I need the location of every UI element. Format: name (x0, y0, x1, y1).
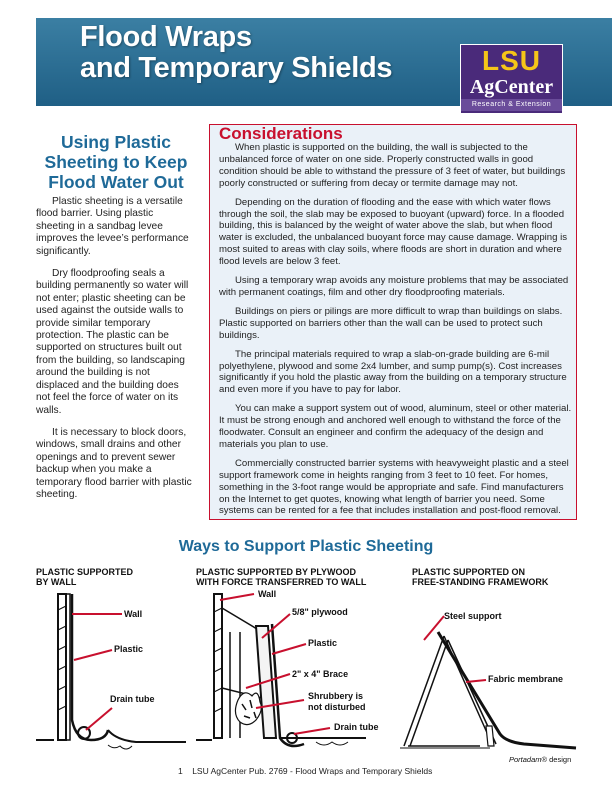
label-wall: Wall (124, 609, 143, 619)
plastic-sheet (72, 594, 108, 740)
considerations-paragraph: You can make a support system out of wood, aluminum, steel or other material. It must be strong enough and anchored well enough to withstand the force of the floodwater. Consult an engineer and confirm the adequacy of the design and materials you plan to use. (219, 403, 572, 450)
title-line-1: Flood Wraps (80, 21, 252, 53)
page-title (80, 22, 392, 84)
title-line-2: and Temporary Shields (80, 52, 393, 84)
drain-tube-leader (86, 708, 112, 730)
figure-2-title-line-1: PLASTIC SUPPORTED BY PLYWOOD (196, 567, 357, 577)
label-plastic-2: Plastic (308, 638, 338, 648)
plastic-leader (74, 650, 112, 660)
figure-2-title-line-2: WITH FORCE TRANSFERRED TO WALL (196, 577, 367, 587)
considerations-paragraph: Buildings on piers or pilings are more difficult to wrap than buildings on slabs. Plastic supported on barriers other than the wall can be used to protect such buildings. (219, 305, 563, 341)
footer-text: LSU AgCenter Pub. 2769 - Flood Wraps and Temporary Shields (192, 766, 433, 776)
left-column-text (36, 196, 192, 511)
drain-tube-leader (294, 728, 330, 734)
considerations-heading: Considerations (219, 124, 343, 143)
label-brace: 2" x 4" Brace (292, 669, 349, 679)
figure-1-title (36, 567, 133, 587)
label-plywood: 5/8" plywood (292, 607, 348, 617)
logo-subtitle: Research & Extension (461, 99, 562, 111)
considerations-text (219, 142, 573, 524)
wall-shape (58, 594, 70, 740)
fabric-membrane (438, 632, 576, 748)
left-section-heading: Using Plastic Sheeting to Keep Flood Water Out (44, 132, 188, 192)
label-fabric-membrane: Fabric membrane (488, 674, 564, 684)
label-wall-2: Wall (258, 589, 277, 599)
left-paragraph: Plastic sheeting is a versatile flood barrier. Using plastic sheeting in a sandbag levee improves the levee’s performance significantly. (36, 196, 189, 257)
lsu-agcenter-logo (460, 44, 563, 114)
figure-2-title (196, 567, 366, 587)
label-steel-support: Steel support (444, 611, 502, 621)
credit-brand: Portadam (509, 755, 542, 764)
figure-3-title-line-1: PLASTIC SUPPORTED ON (412, 567, 526, 577)
header-banner (36, 18, 612, 106)
page-number: 1 (178, 766, 183, 776)
label-drain-tube: Drain tube (110, 694, 155, 704)
considerations-paragraph: Depending on the duration of flooding and the ease with which water flows through the soil, the slab may be exposed to buoyant (upward) force. In a flooded building, this is balanced by the weight of water above the slab, but when flood water is excluded, the unbalanced buoyant force may cause damage. Wrapping is most suited to areas with clay soils, where floods are short in duration and where flood levels are below 3 feet. (219, 196, 568, 268)
label-plastic: Plastic (114, 644, 144, 654)
credit-rest: ® design (541, 755, 572, 764)
wall-leader (220, 594, 254, 600)
figure-1-title-line-1: PLASTIC SUPPORTED (36, 567, 134, 577)
considerations-paragraph: When plastic is supported on the building, the wall is subjected to the unbalanced force of water on one side. Properly constructed walls in good condition should be able to withstand the pressure of 3 feet of water, but buildings poorly constructed or suffering from decay or termite damage may not. (219, 142, 566, 189)
plastic-leader (272, 644, 306, 654)
page-footer (178, 766, 432, 776)
left-paragraph: It is necessary to block doors, windows, small drains and other openings and to prevent sewer backup when you make a temporary flood barrier with plastic sheeting. (36, 426, 192, 500)
label-shrubbery-1: Shrubbery is (308, 691, 364, 701)
portadam-credit (509, 755, 571, 764)
figure-1-diagram (36, 590, 196, 760)
figure-1-title-line-2: BY WALL (36, 577, 77, 587)
considerations-paragraph: Commercially constructed barrier systems with heavyweight plastic and a steel support framework come in heights ranging from 3 feet to 10 feet. For homes, something in the 3-foot range would be appropriate and safe. Find manufacturers on the Internet to get quotes, knowing what length of barrier you need. Some systems can be rented for a fee that includes installation and post-flood removal. (219, 457, 569, 517)
label-shrubbery-2: not disturbed (308, 702, 366, 712)
left-paragraph: Dry floodproofing seals a building permanently so water will not enter; plastic sheeting can be used against the outside walls to provide similar temporary protection. The plastic can be supported on structures built out from the building, so landscaping around the building is not displaced and the building does not feel the force of water on its walls. (36, 268, 189, 416)
figure-3-title (412, 567, 548, 587)
wall-shape (214, 594, 222, 738)
logo-lsu-text: LSU (482, 45, 541, 76)
considerations-paragraph: Using a temporary wrap avoids any moisture problems that may be associated with permanent coatings, film and other dry floodproofing materials. (219, 275, 569, 298)
logo-agcenter-text: AgCenter (469, 76, 554, 98)
considerations-paragraph: The principal materials required to wrap a slab-on-grade building are 6-mil polyethylene, plywood and some 2x4 lumber, and sump pump(s). Cost increases significantly if you hold the plastic away from the building on a temporary structure and even more if you have to pay for labor. (219, 348, 567, 396)
label-drain-tube-2: Drain tube (334, 722, 379, 732)
figure-3-title-line-2: FREE-STANDING FRAMEWORK (412, 577, 549, 587)
plastic-sheet (272, 624, 304, 746)
ways-heading: Ways to Support Plastic Sheeting (178, 538, 434, 555)
